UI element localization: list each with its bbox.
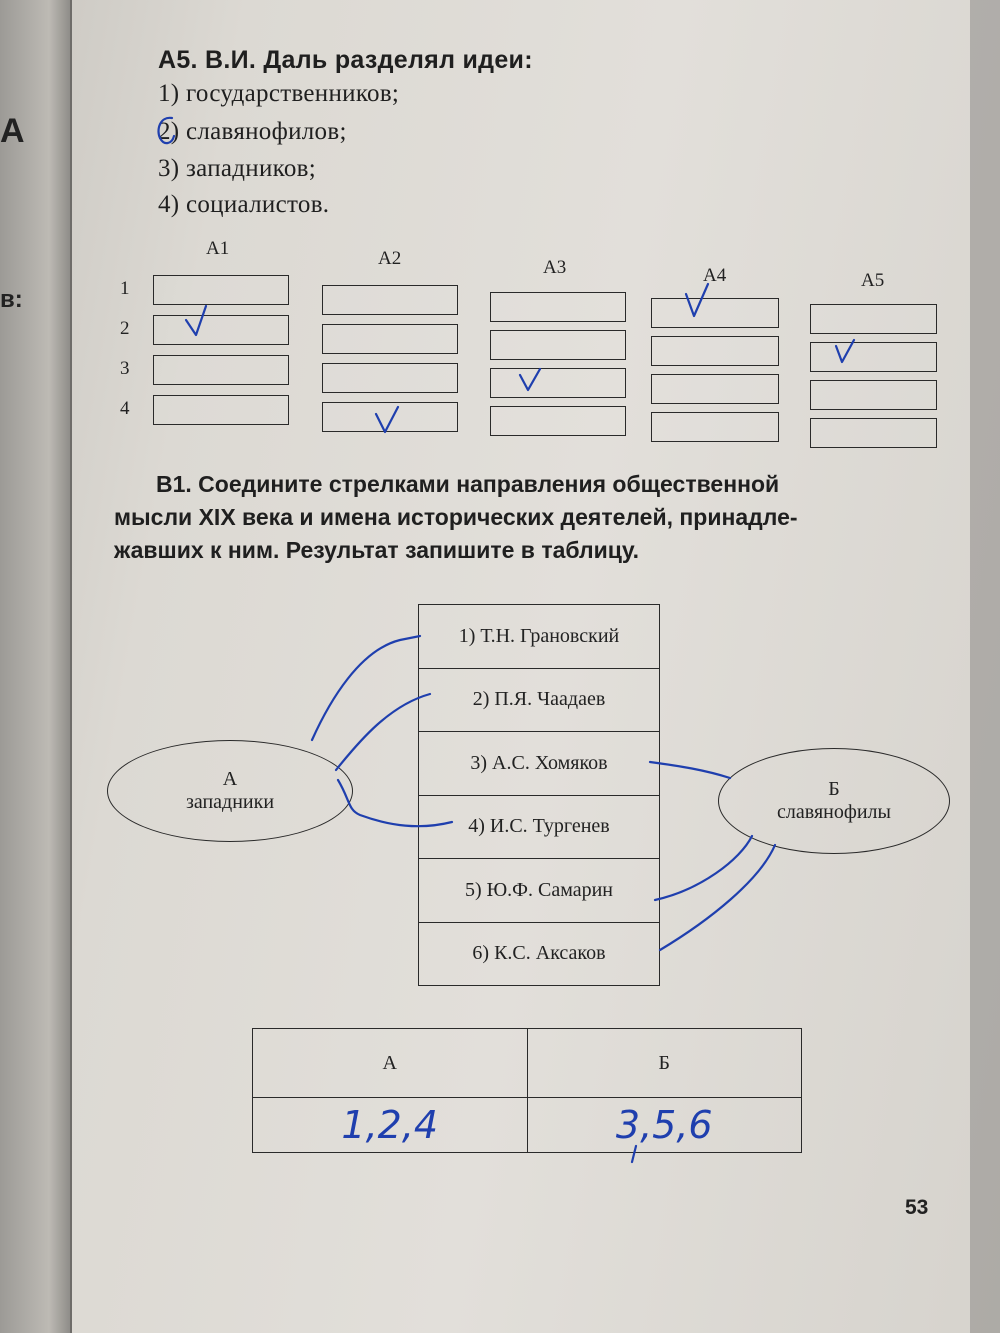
question-b1-line-3: жавших к ним. Результат запишите в таблицу.: [114, 537, 640, 563]
check-mark-a4: [686, 284, 708, 316]
result-header-b: Б: [527, 1029, 802, 1098]
grid-column-a1: А1: [206, 238, 230, 259]
connection-line-b-5: [655, 836, 752, 900]
question-a5-option-4: 4) социалистов.: [158, 191, 330, 218]
oval-westernizers-label: западники: [185, 791, 275, 813]
name-item-6[interactable]: 6) К.С. Аксаков: [472, 942, 606, 965]
page-number: 53: [905, 1196, 929, 1219]
grid-column-a3: А3: [543, 257, 567, 278]
answer-comma-mark: [632, 1146, 636, 1162]
oval-westernizers-letter: А: [222, 768, 238, 790]
grid-row-4: 4: [120, 398, 130, 419]
check-mark-a2: [376, 407, 398, 432]
option-2-circle-mark: [159, 118, 175, 143]
result-answer-a[interactable]: 1,2,4: [253, 1098, 528, 1153]
grid-column-a2: А2: [378, 248, 402, 269]
oval-slavophiles-letter: Б: [828, 778, 840, 800]
question-b1-line-2: мысли XIX века и имена исторических деятелей, принадле-: [114, 504, 798, 530]
name-item-5[interactable]: 5) Ю.Ф. Самарин: [419, 859, 659, 923]
grid-row-2: 2: [120, 318, 130, 339]
connection-line-b-6: [660, 845, 775, 950]
grid-column-a4: А4: [703, 265, 727, 286]
question-a5-title: А5. В.И. Даль разделял идеи:: [158, 46, 533, 74]
facing-page-letter: А: [0, 112, 25, 150]
question-a5-option-2: 2) славянофилов;: [158, 118, 347, 145]
connection-line-b-3: [650, 762, 730, 778]
result-answer-b[interactable]: 3,5,6: [527, 1098, 802, 1153]
oval-slavophiles-label: славянофилы: [777, 801, 891, 823]
question-b1-line-1: В1. Соедините стрелками направления общественной: [156, 471, 780, 497]
check-mark-a3: [520, 369, 540, 390]
name-item-1[interactable]: 1) Т.Н. Грановский: [419, 605, 659, 669]
connection-line-a-4: [338, 780, 452, 826]
name-item-3[interactable]: 3) А.С. Хомяков: [419, 732, 659, 796]
facing-page-colon: в:: [0, 286, 23, 313]
question-a5-option-1: 1) государственников;: [158, 80, 400, 107]
grid-row-1: 1: [120, 278, 130, 299]
grid-row-3: 3: [120, 358, 130, 379]
check-mark-a1: [186, 306, 206, 335]
question-a5-option-3: 3) западников;: [158, 155, 316, 182]
connection-line-a-2: [336, 694, 430, 770]
name-item-4[interactable]: 4) И.С. Тургенев: [419, 796, 659, 860]
name-item-2[interactable]: 2) П.Я. Чаадаев: [419, 669, 659, 733]
check-mark-a5: [836, 340, 854, 362]
result-header-a: А: [253, 1029, 528, 1098]
connection-line-a-1: [312, 636, 420, 740]
grid-column-a5: А5: [861, 270, 885, 291]
